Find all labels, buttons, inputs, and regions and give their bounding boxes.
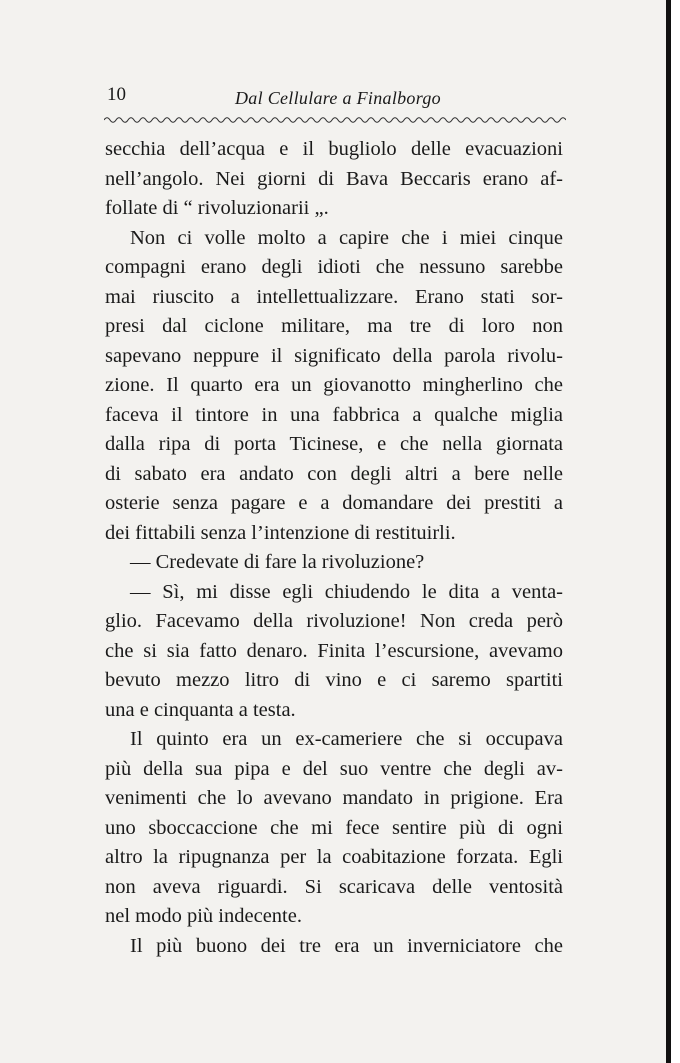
text-line: Il quinto era un ex-cameriere che si occupava bbox=[130, 728, 563, 750]
wavy-rule bbox=[104, 114, 566, 126]
text-line: glio. Facevamo della rivoluzione! Non creda però bbox=[105, 610, 563, 632]
running-title: Dal Cellulare a Finalborgo bbox=[235, 88, 441, 108]
text-line: sapevano neppure il significato della parola rivolu- bbox=[105, 344, 563, 367]
text-line: nell’angolo. Nei giorni di Bava Beccaris erano af- bbox=[105, 167, 563, 190]
text-line: — Credevate di fare la rivoluzione? bbox=[130, 551, 425, 573]
text-line: faceva il tintore in una fabbrica a qualche miglia bbox=[105, 403, 563, 426]
text-line: altro la ripugnanza per la coabitazione forzata. Egli bbox=[105, 846, 563, 868]
text-line: che si sia fatto denaro. Finita l’escursione, avevamo bbox=[105, 639, 563, 662]
text-line: una e cinquanta a testa. bbox=[105, 698, 296, 721]
text-line: osterie senza pagare e a domandare dei prestiti a bbox=[105, 492, 563, 514]
text-line: dalla ripa di porta Ticinese, e che nella giornata bbox=[105, 433, 563, 455]
text-line: uno sboccaccione che mi fece sentire più di ogni bbox=[105, 816, 563, 839]
page-number: 10 bbox=[107, 84, 126, 105]
text-line: nel modo più indecente. bbox=[105, 905, 302, 927]
text-line: secchia dell’acqua e il bugliolo delle evacuazioni bbox=[105, 138, 563, 160]
text-line: dei fittabili senza l’intenzione di restituirli. bbox=[105, 521, 456, 544]
text-line: non aveva riguardi. Si scaricava delle ventosità bbox=[105, 875, 563, 898]
text-line: compagni erano degli idioti che nessuno sarebbe bbox=[105, 256, 563, 278]
text-line: follate di “ rivoluzionarii „. bbox=[105, 197, 329, 219]
body-text bbox=[105, 135, 563, 961]
text-line: mai riuscito a intellettualizzare. Erano stati sor- bbox=[105, 285, 563, 308]
margin-right bbox=[671, 0, 680, 1063]
text-line: zione. Il quarto era un giovanotto mingherlino che bbox=[105, 374, 563, 396]
text-line: di sabato era andato con degli altri a bere nelle bbox=[105, 462, 563, 485]
text-line: venimenti che lo avevano mandato in prigione. Era bbox=[105, 787, 563, 809]
text-line: più della sua pipa e del suo ventre che degli av- bbox=[105, 757, 563, 780]
text-line: Il più buono dei tre era un inverniciatore che bbox=[130, 934, 563, 957]
text-line: — Sì, mi disse egli chiudendo le dita a venta- bbox=[130, 580, 563, 603]
page-header bbox=[105, 84, 565, 114]
text-line: Non ci volle molto a capire che i miei cinque bbox=[130, 226, 563, 249]
text-line: bevuto mezzo litro di vino e ci saremo spartiti bbox=[105, 669, 563, 691]
text-line: presi dal ciclone militare, ma tre di loro non bbox=[105, 315, 563, 337]
